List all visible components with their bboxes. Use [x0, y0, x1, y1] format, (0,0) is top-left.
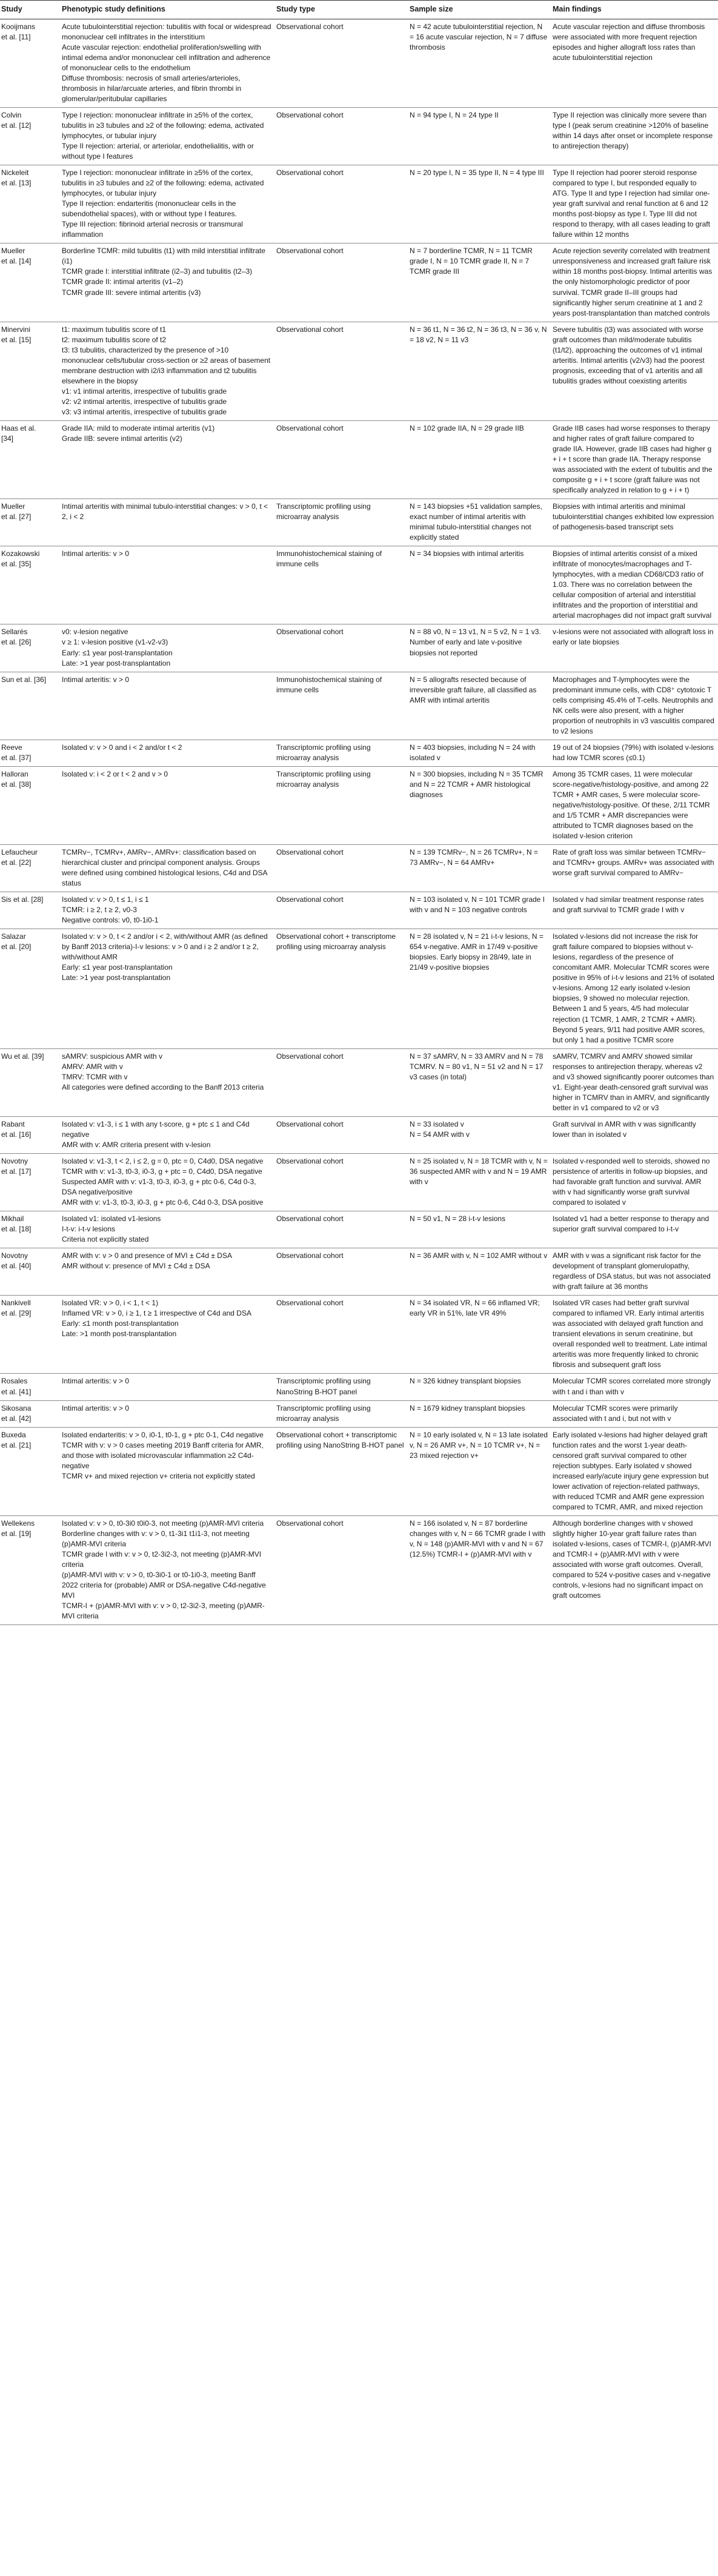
study-cell: Salazar et al. [20]: [0, 929, 61, 1048]
definitions-cell: Intimal arteritis: v > 0: [61, 1374, 275, 1400]
table-row: [0, 766, 718, 844]
sample-size-cell: N = 36 AMR with v, N = 102 AMR without v: [408, 1248, 551, 1296]
table-row: [0, 624, 718, 672]
study-cell: Nankivell et al. [29]: [0, 1296, 61, 1374]
study-type-cell: Transcriptomic profiling using NanoString B-HOT panel: [275, 1374, 408, 1400]
study-type-cell: Observational cohort: [275, 1211, 408, 1248]
sample-size-cell: N = 102 grade IIA, N = 29 grade IIB: [408, 420, 551, 498]
sample-size-cell: N = 37 sAMRV, N = 33 AMRV and N = 78 TCMRV. N = 80 v1, N = 51 v2 and N = 17 v3 cases (in total): [408, 1048, 551, 1116]
sample-size-cell: N = 36 t1, N = 36 t2, N = 36 t3, N = 36 v, N = 18 v2, N = 11 v3: [408, 322, 551, 420]
study-cell: Wellekens et al. [19]: [0, 1515, 61, 1624]
main-findings-cell: Isolated v had similar treatment response rates and graft survival to TCMR grade I with v: [551, 892, 718, 929]
sample-size-cell: N = 42 acute tubulointerstitial rejection, N = 16 acute vascular rejection, N = 7 diffuse thrombosis: [408, 19, 551, 107]
table-row: [0, 165, 718, 243]
sample-size-cell: N = 5 allografts resected because of irreversible graft failure, all classified as AMR with intimal arteritis: [408, 672, 551, 740]
definitions-cell: Type I rejection: mononuclear infiltrate in ≥5% of the cortex, tubulitis in ≥3 tubules and ≥2 of the following: edema, activated lymphocytes, or tubular injury Type II rejection: endarteritis (mononuclear cells in the subendothelial spaces), with or without type I features. Type III rejection: fibrinoid arterial necrosis or transmural inflammation: [61, 165, 275, 243]
definitions-cell: Type I rejection: mononuclear infiltrate in ≥5% of the cortex, tubulitis in ≥3 tubules and ≥2 of the following: edema, activated lymphocytes, or tubular injury Type II rejection: arterial, or arteriolar, endothelialitis, with or without type I features: [61, 108, 275, 165]
study-cell: Mikhail et al. [18]: [0, 1211, 61, 1248]
table-row: [0, 1048, 718, 1116]
main-findings-cell: v-lesions were not associated with allograft loss in early or late biopsies: [551, 624, 718, 672]
study-cell: Mueller et al. [14]: [0, 243, 61, 322]
study-type-cell: Observational cohort: [275, 1116, 408, 1153]
study-cell: Lefaucheur et al. [22]: [0, 845, 61, 892]
main-findings-cell: Among 35 TCMR cases, 11 were molecular score-negative/histology-positive, and among 22 TCMR + AMR cases, 5 were molecular score-negative/histology-positive. Of these, 2/11 TCMR and 1/5 TCMR + AMR discrepancies were attributed to TCMR diagnoses based on the isolated v-lesion criterion: [551, 766, 718, 844]
main-findings-cell: Isolated VR cases had better graft survival compared to inflamed VR. Early intimal arteritis was associated with delayed graft function and transient elevations in serum creatinine, but overall responded well to treatment. Late intimal arteritis was more frequently linked to chronic fibrosis and subsequent graft loss: [551, 1296, 718, 1374]
study-type-cell: Transcriptomic profiling using microarray analysis: [275, 766, 408, 844]
table-row: [0, 892, 718, 929]
header-definitions: Phenotypic study definitions: [61, 1, 275, 19]
main-findings-cell: Molecular TCMR scores correlated more strongly with t and i than with v: [551, 1374, 718, 1400]
header-study-type: Study type: [275, 1, 408, 19]
study-cell: Rabant et al. [16]: [0, 1116, 61, 1153]
definitions-cell: Intimal arteritis: v > 0: [61, 1400, 275, 1427]
definitions-cell: v0: v-lesion negative v ≥ 1: v-lesion positive (v1-v2-v3) Early: ≤1 year post-transplantation Late: >1 year post-transplantation: [61, 624, 275, 672]
study-cell: Sis et al. [28]: [0, 892, 61, 929]
sample-size-cell: N = 166 isolated v, N = 87 borderline changes with v, N = 66 TCMR grade I with v, N = 148 (p)AMR-MVI with v and N = 67 (12.5%) TCMR-I + (p)AMR-MVI with v: [408, 1515, 551, 1624]
table-row: [0, 19, 718, 107]
sample-size-cell: N = 143 biopsies +51 validation samples, exact number of intimal arteritis with minimal tubulo-interstitial changes not explicitly stated: [408, 499, 551, 546]
sample-size-cell: N = 7 borderline TCMR, N = 11 TCMR grade I, N = 10 TCMR grade II, N = 7 TCMR grade III: [408, 243, 551, 322]
table-header: [0, 1, 718, 19]
study-cell: Sellarés et al. [26]: [0, 624, 61, 672]
definitions-cell: Intimal arteritis: v > 0: [61, 672, 275, 740]
main-findings-cell: Graft survival in AMR with v was significantly lower than in isolated v: [551, 1116, 718, 1153]
study-cell: Kooijmans et al. [11]: [0, 19, 61, 107]
study-cell: Rosales et al. [41]: [0, 1374, 61, 1400]
definitions-cell: Isolated v: v1-3, i ≤ 1 with any t-score, g + ptc ≤ 1 and C4d negative AMR with v: AMR criteria present with v-lesion: [61, 1116, 275, 1153]
table-row: [0, 420, 718, 498]
study-type-cell: Immunohistochemical staining of immune cells: [275, 546, 408, 624]
study-type-cell: Observational cohort: [275, 322, 408, 420]
definitions-cell: Isolated v: v1-3, t < 2, i ≤ 2, g = 0, ptc = 0, C4d0, DSA negative TCMR with v: v1-3, t0-3, i0-3, g + ptc = 0, C4d0, DSA negative Suspected AMR with v: v1-3, t0-3, i0-3, g + ptc 0-6, C4d 0-3, DSA negative/positive AMR with v: v1-3, t0-3, i0-3, g + ptc 0-6, C4d 0-3, DSA positive: [61, 1153, 275, 1211]
main-findings-cell: Biopsies of intimal arteritis consist of a mixed infiltrate of monocytes/macrophages and T-lymphocytes, with a median CD68/CD3 ratio of 1.03. There was no correlation between the cellular composition of arterial and interstitial infiltrates and the proportion of interstitial and arterial macrophages did not impact graft survival: [551, 546, 718, 624]
definitions-cell: t1: maximum tubulitis score of t1 t2: maximum tubulitis score of t2 t3: t3 tubulitis, characterized by the presence of >10 mononuclear cells/tubular cross-section or ≥2 areas of basement membrane destruction with i2/i3 inflammation and t2 tubulitis elsewhere in the biopsy v1: v1 intimal arteritis, irrespective of tubulitis grade v2: v2 intimal arteritis, irrespective of tubulitis grade v3: v3 intimal arteritis, irrespective of tubulitis grade: [61, 322, 275, 420]
header-main-findings: Main findings: [551, 1, 718, 19]
study-type-cell: Observational cohort: [275, 165, 408, 243]
definitions-cell: Intimal arteritis: v > 0: [61, 546, 275, 624]
study-cell: Reeve et al. [37]: [0, 740, 61, 766]
main-findings-cell: Molecular TCMR scores were primarily associated with t and i, but not with v: [551, 1400, 718, 1427]
study-cell: Minervini et al. [15]: [0, 322, 61, 420]
table-row: [0, 1400, 718, 1427]
study-type-cell: Transcriptomic profiling using microarray analysis: [275, 740, 408, 766]
definitions-cell: TCMRv−, TCMRv+, AMRv−, AMRv+: classification based on hierarchical cluster and principal component analysis. Groups were defined using combined histological lesions, C4d and DSA status: [61, 845, 275, 892]
table-row: [0, 1116, 718, 1153]
definitions-cell: Isolated v: v > 0, t0-3i0 t0i0-3, not meeting (p)AMR-MVI criteria Borderline changes with v: v > 0, t1-3i1 t1i1-3, not meeting (p)AMR-MVI criteria TCMR grade I with v: v > 0, t2-3i2-3, not meeting (p)AMR-MVI criteria (p)AMR-MVI with v: v > 0, t0-3i0-1 or t0-1i0-3, meeting Banff 2022 criteria for (probable) AMR or DSA-negative C4d-negative MVI TCMR-I + (p)AMR-MVI with v: v > 0, t2-3i2-3, meeting (p)AMR-MVI criteria: [61, 1515, 275, 1624]
main-findings-cell: AMR with v was a significant risk factor for the development of transplant glomerulopathy, regardless of DSA status, but was not associated with graft failure at 36 months: [551, 1248, 718, 1296]
main-findings-cell: Rate of graft loss was similar between TCMRv− and TCMRv+ groups. AMRv+ was associated with worse graft survival compared to AMRv−: [551, 845, 718, 892]
study-type-cell: Observational cohort: [275, 892, 408, 929]
definitions-cell: sAMRV: suspicious AMR with v AMRV: AMR with v TMRV: TCMR with v All categories were defined according to the Banff 2013 criteria: [61, 1048, 275, 1116]
definitions-cell: Borderline TCMR: mild tubulitis (t1) with mild interstitial infiltrate (i1) TCMR grade I: interstitial infiltrate (i2–3) and tubulitis (t2–3) TCMR grade II: intimal arteritis (v1–2) TCMR grade III: severe intimal arteritis (v3): [61, 243, 275, 322]
study-cell: Haas et al. [34]: [0, 420, 61, 498]
sample-size-cell: N = 403 biopsies, including N = 24 with isolated v: [408, 740, 551, 766]
main-findings-cell: Grade IIB cases had worse responses to therapy and higher rates of graft failure compared to grade IIA. However, grade IIB cases had higher g + i + t score than grade IIA. Therapy response was associated with the extent of tubulitis and the composite g + i + t score (graft failure was not specifically analyzed in relation to g + i + t): [551, 420, 718, 498]
main-findings-cell: Biopsies with intimal arteritis and minimal tubulointerstitial changes exhibited low expression of pathogenesis-based transcript sets: [551, 499, 718, 546]
study-type-cell: Observational cohort: [275, 1296, 408, 1374]
table-body: [0, 19, 718, 1624]
sample-size-cell: N = 326 kidney transplant biopsies: [408, 1374, 551, 1400]
table-row: [0, 1211, 718, 1248]
main-findings-cell: sAMRV, TCMRV and AMRV showed similar responses to antirejection therapy, whereas v2 and v3 showed significantly poorer outcomes than v1. Eight-year death-censored graft survival was higher in TCMRV than in AMRV, and significantly better in v1 compared to v2 or v3: [551, 1048, 718, 1116]
table-row: [0, 546, 718, 624]
study-cell: Buxeda et al. [21]: [0, 1427, 61, 1515]
main-findings-cell: Severe tubulitis (t3) was associated with worse graft outcomes than mild/moderate tubulitis (t1/t2), approaching the outcomes of v1 intimal arteritis. Intimal arteritis (v2/v3) had the poorest prognosis, exceeding that of v1 arteritis and all tubulitis grades without coexisting arteritis: [551, 322, 718, 420]
sample-size-cell: N = 94 type I, N = 24 type II: [408, 108, 551, 165]
table-row: [0, 322, 718, 420]
table-row: [0, 1515, 718, 1624]
main-findings-cell: Isolated v-responded well to steroids, showed no persistence of arteritis in follow-up biopsies, and had favorable graft function and survival. AMR with v had significantly worse graft survival compared to isolated v: [551, 1153, 718, 1211]
definitions-cell: Isolated v: i < 2 or t < 2 and v > 0: [61, 766, 275, 844]
sample-size-cell: N = 20 type I, N = 35 type II, N = 4 type III: [408, 165, 551, 243]
main-findings-cell: Acute vascular rejection and diffuse thrombosis were associated with more frequent rejection episodes and higher allograft loss rates than acute tubulointerstitial rejection: [551, 19, 718, 107]
main-findings-cell: Macrophages and T-lymphocytes were the predominant immune cells, with CD8⁺ cytotoxic T cells comprising 45.4% of T-cells. Neutrophils and NK cells were also present, with a higher proportion of neutrophils in v3 vasculitis compared to v2 lesions: [551, 672, 718, 740]
study-type-cell: Observational cohort: [275, 108, 408, 165]
definitions-cell: Isolated v: v > 0, t ≤ 1, i ≤ 1 TCMR: i ≥ 2, t ≥ 2, v0-3 Negative controls: v0, t0-1i0-1: [61, 892, 275, 929]
study-type-cell: Transcriptomic profiling using microarray analysis: [275, 499, 408, 546]
study-type-cell: Observational cohort: [275, 845, 408, 892]
study-type-cell: Observational cohort: [275, 1048, 408, 1116]
definitions-cell: Isolated v: v > 0, t < 2 and/or i < 2, with/without AMR (as defined by Banff 2013 criteria)-I-v lesions: v > 0 and i ≥ 2 and/or t ≥ 2, with/without AMR Early: ≤1 year post-transplantation Late: >1 year post-transplantation: [61, 929, 275, 1048]
definitions-cell: Isolated VR: v > 0, i < 1, t < 1) Inflamed VR: v > 0, i ≥ 1, t ≥ 1 irrespective of C4d and DSA Early: ≤1 month post-transplantation Late: >1 month post-transplantation: [61, 1296, 275, 1374]
study-cell: Mueller et al. [27]: [0, 499, 61, 546]
definitions-cell: Acute tubulointerstitial rejection: tubulitis with focal or widespread mononuclear cell infiltrates in the interstitium Acute vascular rejection: endothelial proliferation/swelling with intimal edema and/or mononuclear cell infiltration and adherence of mononuclear cells to the endothelium Diffuse thrombosis: necrosis of small arteries/arterioles, thrombosis in hilar/arcuate arteries, and fibrin thrombi in glomerular/peritubular capillaries: [61, 19, 275, 107]
table-row: [0, 929, 718, 1048]
study-cell: Novotny et al. [40]: [0, 1248, 61, 1296]
header-sample-size: Sample size: [408, 1, 551, 19]
definitions-cell: AMR with v: v > 0 and presence of MVI ± C4d ± DSA AMR without v: presence of MVI ± C4d ± DSA: [61, 1248, 275, 1296]
table-row: [0, 1153, 718, 1211]
study-type-cell: Observational cohort: [275, 624, 408, 672]
sample-size-cell: N = 34 isolated VR, N = 66 inflamed VR; early VR in 51%, late VR 49%: [408, 1296, 551, 1374]
table-row: [0, 845, 718, 892]
main-findings-cell: Acute rejection severity correlated with treatment unresponsiveness and increased graft failure risk within 18 months post-biopsy. Intimal arteritis was the only histomorphologic predictor of poor survival. TCMR grade II–III groups had significantly higher serum creatinine at 1 and 2 years post-transplantation than matched controls: [551, 243, 718, 322]
study-type-cell: Observational cohort: [275, 1248, 408, 1296]
header-study: Study: [0, 1, 61, 19]
study-cell: Halloran et al. [38]: [0, 766, 61, 844]
header-row: [0, 1, 718, 19]
table-row: [0, 1296, 718, 1374]
definitions-cell: Isolated v: v > 0 and i < 2 and/or t < 2: [61, 740, 275, 766]
sample-size-cell: N = 300 biopsies, including N = 35 TCMR and N = 22 TCMR + AMR histological diagnoses: [408, 766, 551, 844]
definitions-cell: Isolated v1: isolated v1-lesions I-t-v: i-t-v lesions Criteria not explicitly stated: [61, 1211, 275, 1248]
table-row: [0, 108, 718, 165]
main-findings-cell: Isolated v-lesions did not increase the risk for graft failure compared to biopsies without v-lesions, regardless of the presence of concomitant AMR. Molecular TCMR scores were positive in 95% of i-t-v lesions and 21% of isolated v-lesions. Among 12 early isolated v-lesion biopsies, 9 showed no molecular rejection. Between 1 and 5 years, 4/5 had molecular rejection (1 TCMR, 1 AMR, 2 TCMR + AMR). Beyond 5 years, 9/11 had positive AMR scores, but only 1 had a positive TCMR score: [551, 929, 718, 1048]
table-row: [0, 1374, 718, 1400]
study-type-cell: Transcriptomic profiling using microarray analysis: [275, 1400, 408, 1427]
main-findings-cell: Type II rejection had poorer steroid response compared to type I, but responded equally to ATG. Type II and type I rejection had similar one-year graft survival and renal function at 6 and 12 months post-biopsy as type I. Type III did not respond to therapy, with all cases leading to graft failure within 12 months: [551, 165, 718, 243]
table-row: [0, 1248, 718, 1296]
main-findings-cell: 19 out of 24 biopsies (79%) with isolated v-lesions had low TCMR scores (≤0.1): [551, 740, 718, 766]
main-findings-cell: Type II rejection was clinically more severe than type I (peak serum creatinine >120% of baseline within 14 days after onset or incomplete response to antirejection therapy): [551, 108, 718, 165]
sample-size-cell: N = 139 TCMRv−, N = 26 TCMRv+, N = 73 AMRv−, N = 64 AMRv+: [408, 845, 551, 892]
table-row: [0, 1427, 718, 1515]
study-cell: Novotny et al. [17]: [0, 1153, 61, 1211]
sample-size-cell: N = 28 isolated v, N = 21 i-t-v lesions, N = 654 v-negative. AMR in 17/49 v-positive biopsies. Early biopsy in 28/49, late in 21/49 v-positive biopsies: [408, 929, 551, 1048]
study-type-cell: Observational cohort: [275, 243, 408, 322]
definitions-cell: Isolated endarteritis: v > 0, i0-1, t0-1, g + ptc 0-1, C4d negative TCMR with v: v > 0 cases meeting 2019 Banff criteria for AMR, and those with isolated microvascular inflammation ≥2 C4d-negative TCMR v+ and mixed rejection v+ criteria not explicitly stated: [61, 1427, 275, 1515]
study-type-cell: Observational cohort + transcriptomic profiling using NanoString B-HOT panel: [275, 1427, 408, 1515]
study-cell: Sikosana et al. [42]: [0, 1400, 61, 1427]
table-row: [0, 243, 718, 322]
study-type-cell: Immunohistochemical staining of immune cells: [275, 672, 408, 740]
sample-size-cell: N = 50 v1, N = 28 i-t-v lesions: [408, 1211, 551, 1248]
sample-size-cell: N = 33 isolated v N = 54 AMR with v: [408, 1116, 551, 1153]
study-type-cell: Observational cohort: [275, 420, 408, 498]
table-row: [0, 672, 718, 740]
main-findings-cell: Isolated v1 had a better response to therapy and superior graft survival compared to i-t-v: [551, 1211, 718, 1248]
study-type-cell: Observational cohort: [275, 19, 408, 107]
table-row: [0, 499, 718, 546]
study-cell: Nickeleit et al. [13]: [0, 165, 61, 243]
study-type-cell: Observational cohort + transcriptome profiling using microarray analysis: [275, 929, 408, 1048]
study-type-cell: Observational cohort: [275, 1153, 408, 1211]
main-findings-cell: Early isolated v-lesions had higher delayed graft function rates and the worst 1-year death-censored graft survival compared to other rejection subtypes. Early isolated v showed increased early/acute injury gene expression but lower activation of rejection-related pathways, with reduced TCMR and AMR gene expression compared to TCMR, AMR, and mixed rejection: [551, 1427, 718, 1515]
table-row: [0, 740, 718, 766]
sample-size-cell: N = 103 isolated v, N = 101 TCMR grade I with v and N = 103 negative controls: [408, 892, 551, 929]
study-cell: Sun et al. [36]: [0, 672, 61, 740]
sample-size-cell: N = 10 early isolated v, N = 13 late isolated v, N = 26 AMR v+, N = 10 TCMR v+, N = 23 mixed rejection v+: [408, 1427, 551, 1515]
study-cell: Wu et al. [39]: [0, 1048, 61, 1116]
study-cell: Kozakowski et al. [35]: [0, 546, 61, 624]
definitions-cell: Intimal arteritis with minimal tubulo-interstitial changes: v > 0, t < 2, i < 2: [61, 499, 275, 546]
main-findings-cell: Although borderline changes with v showed slightly higher 10-year graft failure rates than isolated v-lesions, cases of TCMR-I, (p)AMR-MVI and TCMR-I + (p)AMR-MVI with v were associated with worse graft outcomes. Overall, compared to 524 v-positive cases and v-negative controls, v-lesions had no significant impact on graft outcomes: [551, 1515, 718, 1624]
sample-size-cell: N = 25 isolated v, N = 18 TCMR with v, N = 36 suspected AMR with v and N = 19 AMR with v: [408, 1153, 551, 1211]
sample-size-cell: N = 88 v0, N = 13 v1, N = 5 v2, N = 1 v3. Number of early and late v-positive biopsies not reported: [408, 624, 551, 672]
sample-size-cell: N = 1679 kidney transplant biopsies: [408, 1400, 551, 1427]
definitions-cell: Grade IIA: mild to moderate intimal arteritis (v1) Grade IIB: severe intimal arteritis (v2): [61, 420, 275, 498]
study-type-cell: Observational cohort: [275, 1515, 408, 1624]
study-cell: Colvin et al. [12]: [0, 108, 61, 165]
sample-size-cell: N = 34 biopsies with intimal arteritis: [408, 546, 551, 624]
